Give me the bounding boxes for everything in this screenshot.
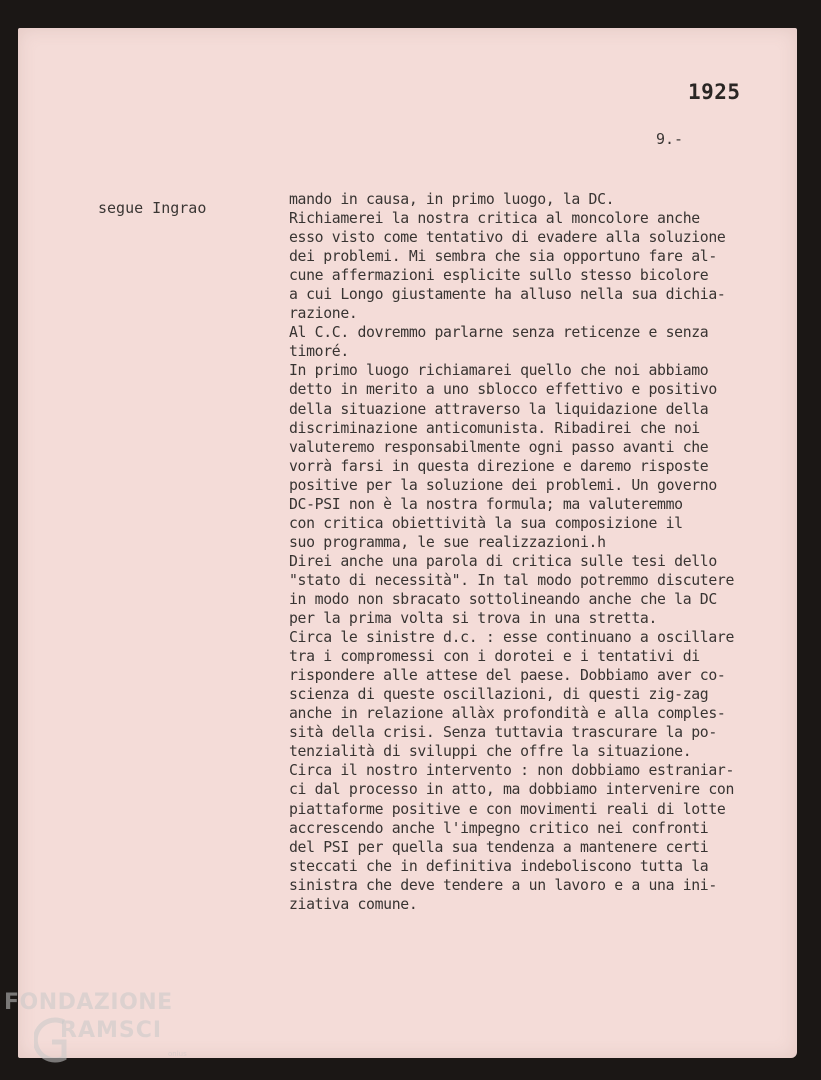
text-line: esso visto come tentativo di evadere alla soluzione	[289, 229, 726, 247]
text-line: accrescendo anche l'impegno critico nei confronti	[289, 819, 709, 837]
text-line: anche in relazione allàx profondità e alla comples-	[289, 705, 726, 723]
text-line: in modo non sbracato sottolineando anche che la DC	[289, 590, 717, 608]
text-line: detto in merito a uno sblocco effettivo e positivo	[289, 381, 717, 399]
text-line: Richiamerei la nostra critica al moncolore anche	[289, 210, 700, 228]
body-text	[289, 190, 789, 914]
text-line: tenzialità di sviluppi che offre la situazione.	[289, 743, 692, 761]
text-line: DC-PSI non è la nostra formula; ma valuteremmo	[289, 495, 683, 513]
text-line: steccati che in definitiva indeboliscono tutta la	[289, 857, 709, 875]
fondazione-gramsci-watermark	[4, 990, 204, 1080]
text-line: cune affermazioni esplicite sullo stesso bicolore	[289, 267, 709, 285]
text-line: scienza di queste oscillazioni, di questi zig-zag	[289, 686, 709, 704]
text-line: sità della crisi. Senza tuttavia trascurare la po-	[289, 724, 717, 742]
text-line: del PSI per quella sua tendenza a mantenere certi	[289, 838, 709, 856]
text-line: suo programma, le sue realizzazioni.h	[289, 533, 606, 551]
watermark-line2: RAMSCI	[60, 1018, 163, 1043]
sheet-number: 9.-	[656, 130, 684, 148]
text-line: ci dal processo in atto, ma dobbiamo intervenire con	[289, 781, 735, 799]
text-line: Direi anche una parola di critica sulle tesi dello	[289, 552, 717, 570]
watermark-small: onlus	[168, 1050, 187, 1058]
text-line: della situazione attraverso la liquidazione della	[289, 400, 709, 418]
text-line: vorrà farsi in questa direzione e daremo risposte	[289, 457, 709, 475]
text-line: positive per la soluzione dei problemi. Un governo	[289, 476, 717, 494]
text-line: tra i compromessi con i dorotei e i tentativi di	[289, 648, 700, 666]
text-line: Circa le sinistre d.c. : esse continuano a oscillare	[289, 629, 735, 647]
text-line: piattaforme positive e con movimenti reali di lotte	[289, 800, 726, 818]
text-line: discriminazione anticomunista. Ribadirei che noi	[289, 419, 700, 437]
text-line: ziativa comune.	[289, 895, 418, 913]
text-line: razione.	[289, 305, 358, 323]
text-line: sinistra che deve tendere a un lavoro e a una ini-	[289, 876, 717, 894]
page-number: 1925	[688, 80, 741, 104]
text-line: con critica obiettività la sua composizione il	[289, 514, 683, 532]
text-line: In primo luogo richiamarei quello che noi abbiamo	[289, 362, 709, 380]
text-line: "stato di necessità". In tal modo potremmo discutere	[289, 571, 735, 589]
text-line: mando in causa, in primo luogo, la DC.	[289, 191, 615, 208]
text-line: timoré.	[289, 343, 349, 361]
speaker-label: segue Ingrao	[98, 199, 207, 217]
text-line: rispondere alle attese del paese. Dobbiamo aver co-	[289, 667, 726, 685]
text-line: dei problemi. Mi sembra che sia opportuno fare al-	[289, 248, 717, 266]
text-line: per la prima volta si trova in una stretta.	[289, 610, 658, 628]
text-line: Al C.C. dovremmo parlarne senza reticenze e senza	[289, 324, 709, 342]
text-line: valuteremo responsabilmente ogni passo avanti che	[289, 438, 709, 456]
text-line: a cui Longo giustamente ha alluso nella sua dichia-	[289, 286, 726, 304]
watermark-line1: FONDAZIONE	[4, 990, 173, 1015]
text-line: Circa il nostro intervento : non dobbiamo estraniar-	[289, 762, 735, 780]
